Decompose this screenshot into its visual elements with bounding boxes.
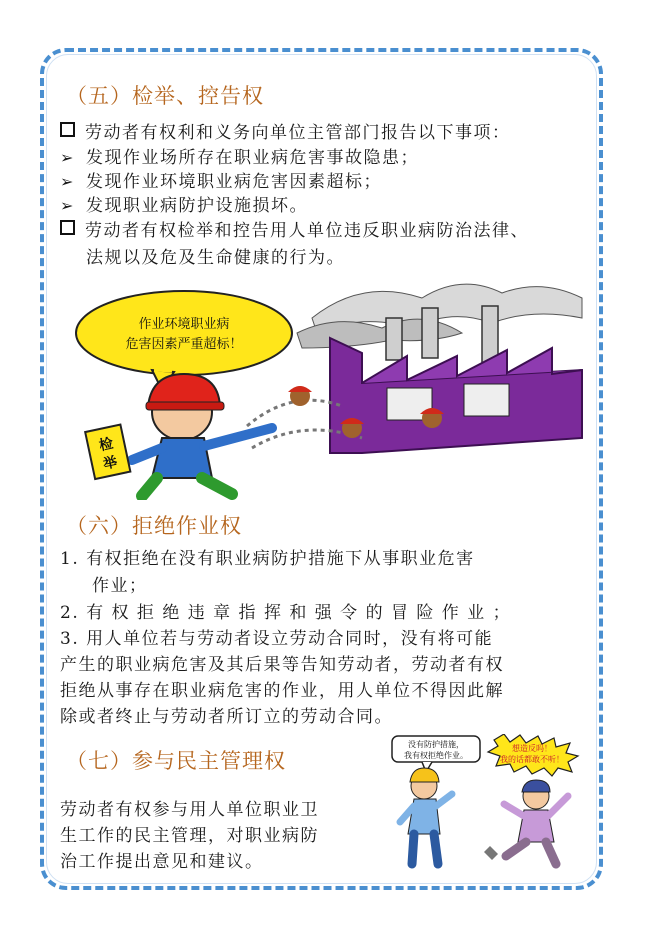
chimney <box>386 318 402 360</box>
section6-line-6: 除或者终止与劳动者所订立的劳动合同。 <box>60 707 393 727</box>
section7-title: （七）参与民主管理权 <box>66 749 286 773</box>
section5-item-0: 劳动者有权利和义务向单位主管部门报告以下事项： <box>60 118 511 143</box>
section5-item-1: ➢ 发现作业场所存在职业病危害事故隐患； <box>60 148 419 168</box>
arrow-bullet-icon: ➢ <box>60 196 75 215</box>
section6-line-4: 产生的职业病危害及其后果等告知劳动者，劳动者有权 <box>60 655 504 675</box>
section6-line-3: 3. 用人单位若与劳动者设立劳动合同时，没有将可能 <box>60 629 494 649</box>
section6-line-2: 2. 有 权 拒 绝 违 章 指 挥 和 强 令 的 冒 险 作 业 ； <box>60 603 512 623</box>
section6-title: （六）拒绝作业权 <box>66 514 242 538</box>
section7-line-1: 生工作的民主管理，对职业病防 <box>60 826 319 846</box>
section6-line-1: 作业； <box>92 576 148 596</box>
section5-item-5: 法规以及危及生命健康的行为。 <box>86 248 345 268</box>
section7-line-0: 劳动者有权参与用人单位职业卫 <box>60 800 319 820</box>
factory-window <box>464 384 509 416</box>
worker-bubble-line-1: 没有防护措施， <box>408 740 464 749</box>
worker-bubble-line-2: 我有权拒绝作业。 <box>404 751 468 760</box>
speech-bubble-line-1: 作业环境职业病 <box>138 317 230 332</box>
boss-bubble-line-1: 想造反吗！ <box>512 744 552 753</box>
report-sign-char-1: 检 <box>97 435 115 455</box>
arrow-bullet-icon: ➢ <box>60 148 75 167</box>
speech-bubble-line-2: 危害因素严重超标！ <box>125 337 243 352</box>
factory-report-illustration <box>62 278 592 500</box>
boss-bubble-line-2: 我的话都敢不听！ <box>500 755 564 764</box>
section6-line-5: 拒绝从事存在职业病危害的作业，用人单位不得因此解 <box>60 681 504 701</box>
section6-line-0: 1. 有权拒绝在没有职业病防护措施下从事职业危害 <box>60 549 475 569</box>
section5-item-4: 劳动者有权检举和控告用人单位违反职业病防治法律、 <box>60 216 529 241</box>
section5-item-2: ➢ 发现作业环境职业病危害因素超标； <box>60 172 382 192</box>
section7-line-2: 治工作提出意见和建议。 <box>60 852 264 872</box>
checkbox-icon <box>60 122 75 137</box>
arrow-bullet-icon: ➢ <box>60 172 75 191</box>
speech-bubble <box>76 291 292 375</box>
section5-title: （五）检举、控告权 <box>66 84 264 108</box>
checkbox-icon <box>60 220 75 235</box>
refusal-illustration <box>386 734 596 872</box>
report-sign-char-2: 举 <box>101 454 119 473</box>
chimney <box>422 308 438 358</box>
section5-item-3: ➢ 发现职业病防护设施损坏。 <box>60 196 308 216</box>
